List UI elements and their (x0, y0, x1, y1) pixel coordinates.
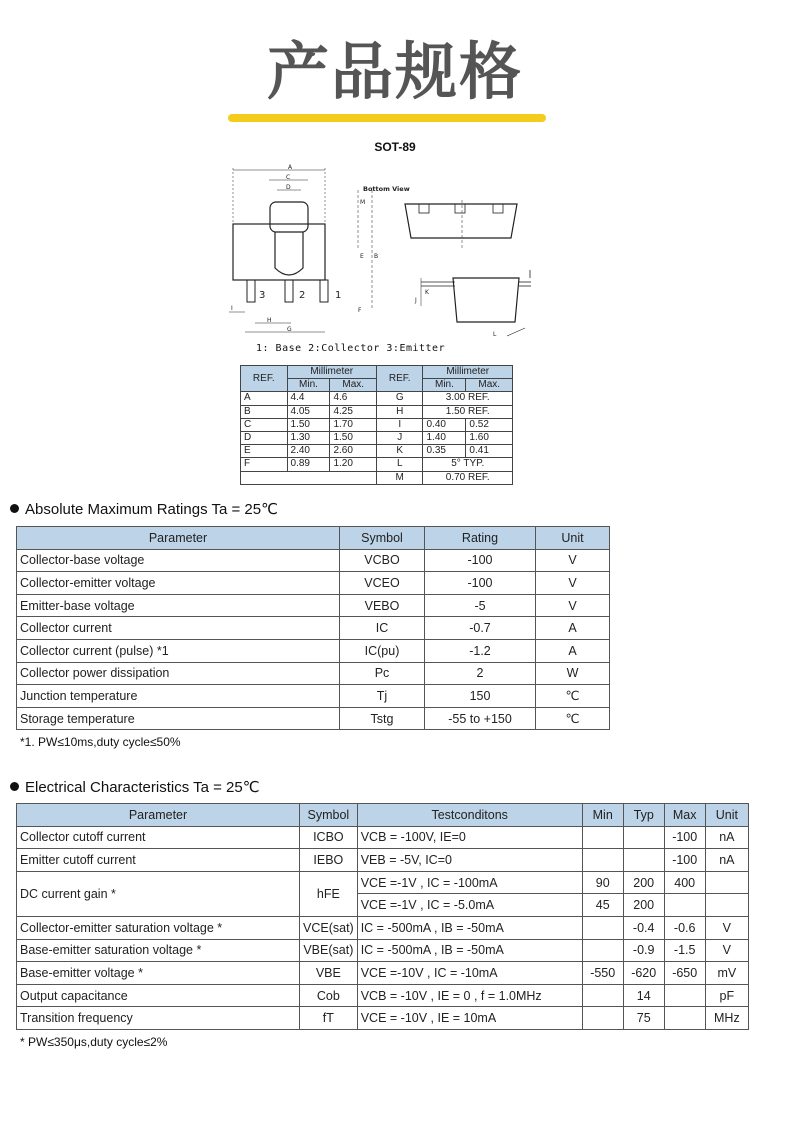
pin-caption: 1: Base 2:Collector 3:Emitter (256, 343, 446, 354)
table-cell: 4.6 (330, 392, 377, 405)
table-cell: -550 (582, 962, 623, 985)
table-cell: nA (705, 849, 748, 872)
dim-label-i: I (231, 305, 233, 312)
table-cell: E (241, 445, 288, 458)
section-heading-elec: Electrical Characteristics Ta = 25℃ (10, 778, 260, 796)
table-cell: -5 (425, 594, 536, 617)
table-cell: W (536, 662, 610, 685)
table-cell: A (536, 617, 610, 640)
table-cell: 2.40 (287, 445, 330, 458)
table-cell: DC current gain * (17, 871, 300, 916)
dim-label-j: J (415, 297, 417, 304)
dim-label-e: E (360, 253, 364, 260)
dim-label-f: F (358, 307, 362, 314)
table-cell: hFE (300, 871, 358, 916)
table-cell (582, 984, 623, 1007)
table-cell: VCBO (340, 549, 425, 572)
table-cell: Pc (340, 662, 425, 685)
table-cell (623, 849, 664, 872)
table-row (17, 849, 749, 872)
table-header-cell: Symbol (340, 527, 425, 550)
table-cell: 4.4 (287, 392, 330, 405)
pin-3-label: 3 (259, 290, 266, 301)
table-cell: VBE (300, 962, 358, 985)
table-cell: 0.40 (423, 418, 466, 431)
table-cell: 0.70 REF. (423, 471, 513, 484)
table-cell: 200 (623, 894, 664, 917)
dim-unit-header: Millimeter (423, 366, 513, 379)
table-cell: Collector current (pulse) *1 (17, 639, 340, 662)
bullet-icon (10, 504, 19, 513)
dim-label-d: D (286, 184, 291, 191)
table-cell: Tstg (340, 707, 425, 730)
table-cell: 3.00 REF. (423, 392, 513, 405)
table-row (241, 418, 513, 431)
pin-1-label: 1 (335, 290, 342, 301)
table-row (17, 871, 749, 894)
table-cell: pF (705, 984, 748, 1007)
table-row (241, 458, 513, 471)
table-cell: -0.4 (623, 916, 664, 939)
dim-label-m: M (360, 199, 366, 206)
table-cell (664, 894, 705, 917)
table-row (17, 617, 610, 640)
table-row (241, 445, 513, 458)
table-cell: -1.5 (664, 939, 705, 962)
table-cell: G (376, 392, 423, 405)
table-cell: Emitter-base voltage (17, 594, 340, 617)
table-row (241, 431, 513, 444)
table-cell: Collector-emitter saturation voltage * (17, 916, 300, 939)
table-cell: 0.41 (466, 445, 513, 458)
table-cell: 1.50 (287, 418, 330, 431)
elec-footnote: * PW≤350μs,duty cycle≤2% (20, 1035, 168, 1049)
table-cell: ICBO (300, 826, 358, 849)
table-cell (623, 826, 664, 849)
table-cell (582, 916, 623, 939)
table-cell: Collector current (17, 617, 340, 640)
dim-min-header: Min. (423, 379, 466, 392)
table-row (17, 1007, 749, 1030)
table-row (17, 962, 749, 985)
table-header-cell: Symbol (300, 804, 358, 827)
table-cell: 0.35 (423, 445, 466, 458)
table-cell: MHz (705, 1007, 748, 1030)
table-cell: 1.40 (423, 431, 466, 444)
table-cell: -650 (664, 962, 705, 985)
table-header-cell: Unit (705, 804, 748, 827)
title-underline (228, 114, 546, 122)
table-cell: V (705, 916, 748, 939)
table-cell: 5° TYP. (423, 458, 513, 471)
table-cell: L (376, 458, 423, 471)
table-row (17, 916, 749, 939)
table-cell: 1.50 REF. (423, 405, 513, 418)
table-row (17, 594, 610, 617)
table-row (17, 662, 610, 685)
table-cell: 0.52 (466, 418, 513, 431)
table-cell: -1.2 (425, 639, 536, 662)
table-cell: Storage temperature (17, 707, 340, 730)
table-cell: 2.60 (330, 445, 377, 458)
table-cell: VCE = -10V , IE = 10mA (357, 1007, 582, 1030)
table-cell: Base-emitter voltage * (17, 962, 300, 985)
table-cell: 1.60 (466, 431, 513, 444)
table-cell: -55 to +150 (425, 707, 536, 730)
table-cell: -100 (425, 572, 536, 595)
table-cell: 200 (623, 871, 664, 894)
table-cell: fT (300, 1007, 358, 1030)
table-cell: 0.89 (287, 458, 330, 471)
table-row (241, 392, 513, 405)
table-cell: A (536, 639, 610, 662)
table-cell: VCE =-10V , IC = -10mA (357, 962, 582, 985)
table-header-cell: Testconditons (357, 804, 582, 827)
dim-label-b: B (374, 253, 379, 260)
bullet-icon (10, 782, 19, 791)
table-cell: -100 (664, 826, 705, 849)
table-cell: VCEO (340, 572, 425, 595)
table-row (241, 405, 513, 418)
table-cell: -100 (425, 549, 536, 572)
table-cell: nA (705, 826, 748, 849)
table-cell: IC (340, 617, 425, 640)
table-cell: 1.20 (330, 458, 377, 471)
table-row (17, 549, 610, 572)
table-cell: Tj (340, 685, 425, 708)
table-cell: 400 (664, 871, 705, 894)
table-header-cell: Parameter (17, 527, 340, 550)
table-cell: V (536, 594, 610, 617)
table-cell: IC = -500mA , IB = -50mA (357, 916, 582, 939)
dim-label-c: C (286, 174, 291, 181)
table-row (17, 685, 610, 708)
table-cell: IC = -500mA , IB = -50mA (357, 939, 582, 962)
table-cell: 75 (623, 1007, 664, 1030)
table-cell (582, 849, 623, 872)
table-row (17, 826, 749, 849)
table-cell: V (536, 572, 610, 595)
dim-label-k: K (425, 289, 429, 296)
table-cell (582, 1007, 623, 1030)
table-cell: IEBO (300, 849, 358, 872)
table-cell: M (376, 471, 423, 484)
table-cell: ℃ (536, 707, 610, 730)
table-cell: VCB = -10V , IE = 0 , f = 1.0MHz (357, 984, 582, 1007)
table-row (241, 471, 513, 484)
abs-max-table (16, 526, 610, 730)
package-drawing (225, 160, 545, 340)
table-cell: A (241, 392, 288, 405)
table-row (17, 939, 749, 962)
table-cell: -0.6 (664, 916, 705, 939)
table-header-cell: Parameter (17, 804, 300, 827)
dimension-table (240, 365, 513, 485)
table-cell: mV (705, 962, 748, 985)
table-cell: -0.9 (623, 939, 664, 962)
table-cell: IC(pu) (340, 639, 425, 662)
table-cell (664, 1007, 705, 1030)
dim-min-header: Min. (287, 379, 330, 392)
pin-2-label: 2 (299, 290, 306, 301)
table-cell: V (536, 549, 610, 572)
table-cell: -0.7 (425, 617, 536, 640)
table-cell: 4.05 (287, 405, 330, 418)
table-cell: 14 (623, 984, 664, 1007)
dim-max-header: Max. (330, 379, 377, 392)
table-cell: F (241, 458, 288, 471)
table-cell: K (376, 445, 423, 458)
dim-max-header: Max. (466, 379, 513, 392)
table-cell: Cob (300, 984, 358, 1007)
table-cell: VEB = -5V, IC=0 (357, 849, 582, 872)
table-cell: B (241, 405, 288, 418)
dim-ref-header: REF. (376, 366, 423, 392)
section-heading-abs-max: Absolute Maximum Ratings Ta = 25℃ (10, 500, 278, 518)
table-header-cell: Rating (425, 527, 536, 550)
dim-label-l: L (493, 331, 497, 338)
table-cell: 1.30 (287, 431, 330, 444)
table-cell: 2 (425, 662, 536, 685)
table-row (17, 572, 610, 595)
table-cell: H (376, 405, 423, 418)
table-cell: Collector-base voltage (17, 549, 340, 572)
table-header-cell: Min (582, 804, 623, 827)
table-cell: Emitter cutoff current (17, 849, 300, 872)
table-cell: VCE =-1V , IC = -5.0mA (357, 894, 582, 917)
dim-ref-header: REF. (241, 366, 288, 392)
table-cell (705, 871, 748, 894)
table-cell: -100 (664, 849, 705, 872)
table-cell: 45 (582, 894, 623, 917)
dim-label-h: H (267, 317, 272, 324)
table-cell: C (241, 418, 288, 431)
dim-label-a: A (288, 164, 293, 171)
dim-label-g: G (287, 326, 292, 333)
table-cell: VCB = -100V, IE=0 (357, 826, 582, 849)
table-cell: ℃ (536, 685, 610, 708)
package-name: SOT-89 (374, 140, 416, 154)
bottom-view-label: Bottom View (363, 185, 410, 193)
table-cell: 150 (425, 685, 536, 708)
table-cell: VBE(sat) (300, 939, 358, 962)
table-cell: D (241, 431, 288, 444)
dim-unit-header: Millimeter (287, 366, 376, 379)
table-header-cell: Unit (536, 527, 610, 550)
page-title: 产品规格 (266, 35, 523, 108)
electrical-table (16, 803, 749, 1030)
table-cell (664, 984, 705, 1007)
table-cell: 1.70 (330, 418, 377, 431)
table-cell: 4.25 (330, 405, 377, 418)
table-cell: V (705, 939, 748, 962)
table-cell (582, 826, 623, 849)
table-cell: 90 (582, 871, 623, 894)
table-row (17, 984, 749, 1007)
table-header-cell: Max (664, 804, 705, 827)
table-cell: Collector cutoff current (17, 826, 300, 849)
table-cell: VEBO (340, 594, 425, 617)
table-cell: Output capacitance (17, 984, 300, 1007)
table-cell: Collector power dissipation (17, 662, 340, 685)
table-cell: J (376, 431, 423, 444)
table-cell: Junction temperature (17, 685, 340, 708)
table-row (17, 707, 610, 730)
table-cell: VCE(sat) (300, 916, 358, 939)
table-header-cell: Typ (623, 804, 664, 827)
table-cell: I (376, 418, 423, 431)
table-cell: Transition frequency (17, 1007, 300, 1030)
table-cell (241, 471, 377, 484)
table-cell: Collector-emitter voltage (17, 572, 340, 595)
table-cell: -620 (623, 962, 664, 985)
table-cell (705, 894, 748, 917)
table-row (17, 639, 610, 662)
table-cell: 1.50 (330, 431, 377, 444)
table-cell: VCE =-1V , IC = -100mA (357, 871, 582, 894)
table-cell: Base-emitter saturation voltage * (17, 939, 300, 962)
abs-max-footnote: *1. PW≤10ms,duty cycle≤50% (20, 735, 181, 749)
table-cell (582, 939, 623, 962)
